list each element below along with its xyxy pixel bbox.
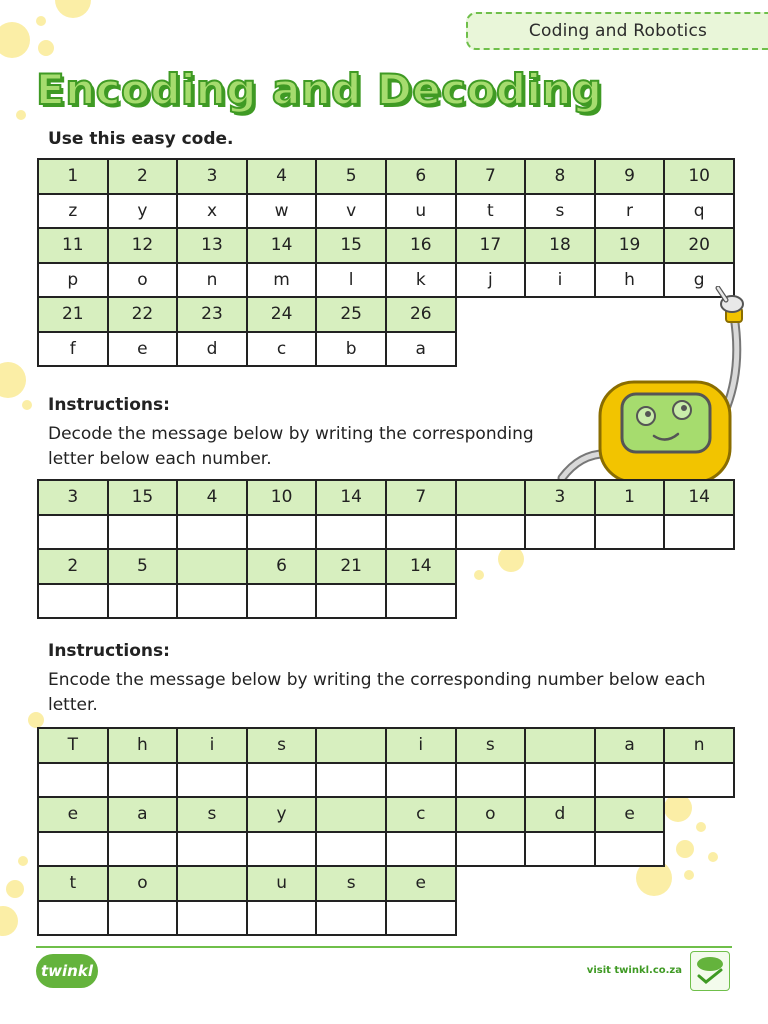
decode-answer-cell[interactable] xyxy=(317,585,387,620)
encode-letter: t xyxy=(39,867,109,902)
key-number: 8 xyxy=(526,160,596,195)
decode-answer-cell[interactable] xyxy=(526,516,596,551)
encode-answer-cell[interactable] xyxy=(387,764,457,799)
key-number: 20 xyxy=(665,229,735,264)
empty-space xyxy=(457,550,527,585)
key-letter: y xyxy=(109,195,179,230)
decode-number: 14 xyxy=(317,481,387,516)
quality-badge-graphic xyxy=(691,952,729,990)
encode-answer-cell[interactable] xyxy=(39,764,109,799)
encode-letter: s xyxy=(248,729,318,764)
encode-letter: u xyxy=(248,867,318,902)
decode-number: 5 xyxy=(109,550,179,585)
encode-answer-cell[interactable] xyxy=(596,833,666,868)
encode-letter xyxy=(317,798,387,833)
key-letter: h xyxy=(596,264,666,299)
key-letter: c xyxy=(248,333,318,368)
decorative-dot xyxy=(36,16,46,26)
decode-number: 4 xyxy=(178,481,248,516)
footer-divider xyxy=(36,946,732,948)
page-title: Encoding and Decoding xyxy=(36,65,603,114)
encode-answer-cell[interactable] xyxy=(109,833,179,868)
encode-answer-cell[interactable] xyxy=(387,902,457,937)
encode-answer-cell[interactable] xyxy=(178,764,248,799)
decode-answer-cell[interactable] xyxy=(317,516,387,551)
encode-answer-cell[interactable] xyxy=(109,764,179,799)
encode-heading: Instructions: xyxy=(48,641,170,661)
key-number: 18 xyxy=(526,229,596,264)
decorative-dot xyxy=(22,400,32,410)
decode-answer-cell[interactable] xyxy=(387,585,457,620)
decode-number: 3 xyxy=(526,481,596,516)
key-number: 9 xyxy=(596,160,666,195)
encode-letter: o xyxy=(109,867,179,902)
decode-answer-cell[interactable] xyxy=(178,516,248,551)
encode-answer-cell[interactable] xyxy=(526,764,596,799)
key-letter: x xyxy=(178,195,248,230)
decode-instructions: Decode the message below by writing the corresponding letter below each number. xyxy=(48,424,534,469)
encode-letter: a xyxy=(596,729,666,764)
decode-number: 1 xyxy=(596,481,666,516)
key-letter: m xyxy=(248,264,318,299)
decorative-dot xyxy=(6,880,24,898)
key-letter: p xyxy=(39,264,109,299)
decode-answer-cell[interactable] xyxy=(596,516,666,551)
encode-instructions: Encode the message below by writing the corresponding number below each letter. xyxy=(48,670,706,715)
key-number: 21 xyxy=(39,298,109,333)
key-number: 6 xyxy=(387,160,457,195)
encode-letter: a xyxy=(109,798,179,833)
encode-letter xyxy=(178,867,248,902)
encode-letter: d xyxy=(526,798,596,833)
empty-space xyxy=(526,867,596,902)
encode-letter: i xyxy=(387,729,457,764)
encode-answer-cell[interactable] xyxy=(178,833,248,868)
encode-letter: c xyxy=(387,798,457,833)
encode-letter: s xyxy=(457,729,527,764)
decode-heading: Instructions: xyxy=(48,395,170,415)
encode-table xyxy=(37,727,735,936)
decode-number: 14 xyxy=(665,481,735,516)
encode-letter: y xyxy=(248,798,318,833)
key-number: 14 xyxy=(248,229,318,264)
encode-answer-cell[interactable] xyxy=(39,833,109,868)
encode-answer-cell[interactable] xyxy=(248,833,318,868)
key-letter: l xyxy=(317,264,387,299)
decode-number: 14 xyxy=(387,550,457,585)
key-letter: v xyxy=(317,195,387,230)
encode-answer-cell[interactable] xyxy=(178,902,248,937)
empty-space xyxy=(596,550,666,585)
key-number: 13 xyxy=(178,229,248,264)
decorative-dot xyxy=(18,856,28,866)
encode-answer-cell[interactable] xyxy=(248,902,318,937)
key-number: 17 xyxy=(457,229,527,264)
encode-letter: h xyxy=(109,729,179,764)
key-number: 3 xyxy=(178,160,248,195)
decode-number: 7 xyxy=(387,481,457,516)
decode-number: 6 xyxy=(248,550,318,585)
key-number: 10 xyxy=(665,160,735,195)
robot-screen xyxy=(622,394,710,452)
encode-answer-cell[interactable] xyxy=(317,902,387,937)
decorative-dot xyxy=(0,362,26,398)
decode-answer-cell[interactable] xyxy=(665,516,735,551)
quality-badge-icon xyxy=(690,951,730,991)
key-number: 7 xyxy=(457,160,527,195)
key-number: 26 xyxy=(387,298,457,333)
encode-answer-cell[interactable] xyxy=(526,833,596,868)
key-number: 25 xyxy=(317,298,387,333)
key-letter: u xyxy=(387,195,457,230)
decode-number: 3 xyxy=(39,481,109,516)
key-letter: f xyxy=(39,333,109,368)
key-letter: s xyxy=(526,195,596,230)
decode-answer-cell[interactable] xyxy=(109,585,179,620)
key-number: 16 xyxy=(387,229,457,264)
robot-illustration xyxy=(552,286,752,482)
encode-letter xyxy=(317,729,387,764)
key-letter: a xyxy=(387,333,457,368)
empty-space xyxy=(665,550,735,585)
encode-letter xyxy=(526,729,596,764)
decode-answer-cell[interactable] xyxy=(248,585,318,620)
key-letter: k xyxy=(387,264,457,299)
visit-link[interactable]: visit twinkl.co.za xyxy=(586,965,682,976)
key-letter: i xyxy=(526,264,596,299)
key-number: 23 xyxy=(178,298,248,333)
encode-letter: e xyxy=(39,798,109,833)
decorative-dot xyxy=(38,40,54,56)
decode-answer-cell[interactable] xyxy=(39,585,109,620)
encode-answer-cell[interactable] xyxy=(387,833,457,868)
decode-number: 15 xyxy=(109,481,179,516)
encode-letter: T xyxy=(39,729,109,764)
key-letter: t xyxy=(457,195,527,230)
key-letter: r xyxy=(596,195,666,230)
encode-answer-cell[interactable] xyxy=(457,764,527,799)
encode-answer-cell[interactable] xyxy=(317,833,387,868)
key-letter: d xyxy=(178,333,248,368)
key-number: 2 xyxy=(109,160,179,195)
key-number: 11 xyxy=(39,229,109,264)
empty-space xyxy=(665,798,735,833)
encode-letter: o xyxy=(457,798,527,833)
encode-letter: e xyxy=(387,867,457,902)
key-number: 5 xyxy=(317,160,387,195)
decode-number: 2 xyxy=(39,550,109,585)
key-number: 1 xyxy=(39,160,109,195)
empty-space xyxy=(457,867,527,902)
encode-answer-cell[interactable] xyxy=(248,764,318,799)
key-letter: b xyxy=(317,333,387,368)
encode-letter: e xyxy=(596,798,666,833)
encode-letter: i xyxy=(178,729,248,764)
decode-answer-cell[interactable] xyxy=(178,585,248,620)
key-letter: g xyxy=(665,264,735,299)
key-letter: e xyxy=(109,333,179,368)
decode-number: 21 xyxy=(317,550,387,585)
key-number: 15 xyxy=(317,229,387,264)
key-letter: z xyxy=(39,195,109,230)
decode-number: 10 xyxy=(248,481,318,516)
decode-answer-cell[interactable] xyxy=(39,516,109,551)
decorative-dot xyxy=(55,0,91,18)
encode-answer-cell[interactable] xyxy=(317,764,387,799)
encode-answer-cell[interactable] xyxy=(665,764,735,799)
key-letter: j xyxy=(457,264,527,299)
empty-space xyxy=(665,833,735,868)
encode-letter: s xyxy=(178,798,248,833)
empty-space xyxy=(665,867,735,902)
decode-table xyxy=(37,479,735,619)
decode-number xyxy=(457,481,527,516)
encode-answer-cell[interactable] xyxy=(457,833,527,868)
key-letter: n xyxy=(178,264,248,299)
encode-letter: s xyxy=(317,867,387,902)
decode-answer-cell[interactable] xyxy=(387,516,457,551)
encode-letter: n xyxy=(665,729,735,764)
decorative-dot xyxy=(0,22,30,58)
key-number: 12 xyxy=(109,229,179,264)
empty-space xyxy=(526,550,596,585)
code-key-label: Use this easy code. xyxy=(48,129,234,149)
key-number: 22 xyxy=(109,298,179,333)
decorative-dot xyxy=(16,110,26,120)
key-letter: o xyxy=(109,264,179,299)
key-number: 4 xyxy=(248,160,318,195)
key-letter: w xyxy=(248,195,318,230)
key-number: 19 xyxy=(596,229,666,264)
decode-answer-cell[interactable] xyxy=(248,516,318,551)
twinkl-logo[interactable]: twinkl xyxy=(36,954,98,988)
decode-number xyxy=(178,550,248,585)
encode-answer-cell[interactable] xyxy=(39,902,109,937)
key-number: 24 xyxy=(248,298,318,333)
empty-space xyxy=(457,298,527,333)
decode-answer-cell[interactable] xyxy=(457,516,527,551)
encode-answer-cell[interactable] xyxy=(596,764,666,799)
decorative-dot xyxy=(0,906,18,936)
key-letter: q xyxy=(665,195,735,230)
encode-answer-cell[interactable] xyxy=(109,902,179,937)
decode-answer-cell[interactable] xyxy=(109,516,179,551)
empty-space xyxy=(596,867,666,902)
subject-tag: Coding and Robotics xyxy=(466,12,768,50)
decorative-dot xyxy=(28,712,44,728)
